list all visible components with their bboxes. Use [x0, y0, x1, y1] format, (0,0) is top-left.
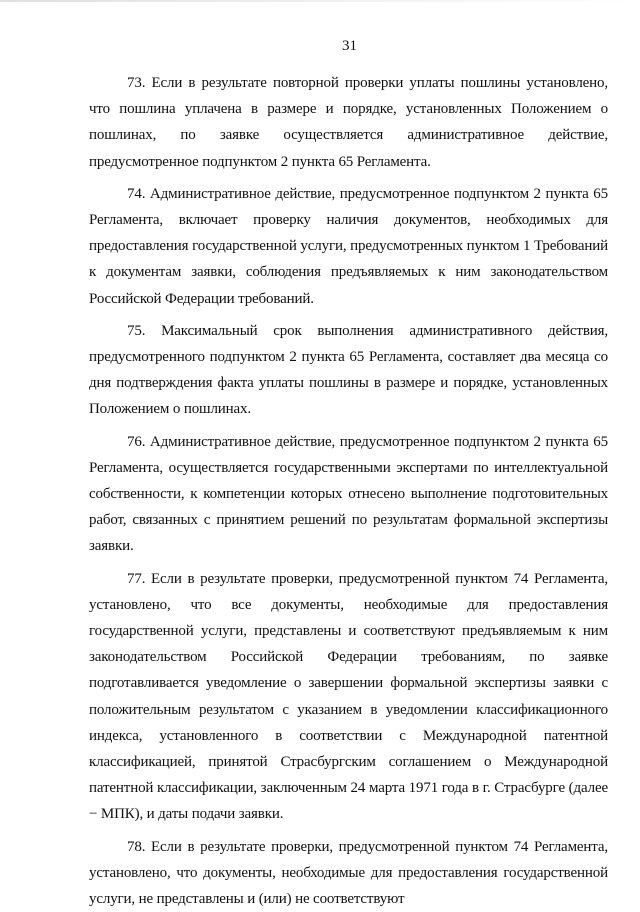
paragraph-77: 77. Если в результате проверки, предусмотренной пунктом 74 Регламента, установлено, что все документы, необходимые для предоставления государственной услуги, представлены и соответствуют предъявляемым к ним законодательством Российской Федерации требованиям, по заявке подготавливается уведомление о завершении формальной экспертизы заявки с положительным результатом с указанием в уведомлении классификационного индекса, установленного в соответствии с Международной патентной классификацией, принятой Страсбургским соглашением о Международной патентной классификации, заключенным 24 марта 1971 года в г. Страсбурге (далее − МПК), и даты подачи заявки.: [89, 570, 608, 823]
paragraph-75: 75. Максимальный срок выполнения административного действия, предусмотренного подпунктом 2 пункта 65 Регламента, составляет два месяца со дня подтверждения факта уплаты пошлины в размере и порядке, установленных Положением о пошлинах.: [89, 322, 608, 418]
paragraph-76: 76. Административное действие, предусмотренное подпунктом 2 пункта 65 Регламента, осуществляется государственными экспертами по интеллектуальной собственности, к компетенции которых отнесено выполнение подготовительных работ, связанных с принятием решений по результатам формальной экспертизы заявки.: [89, 433, 608, 555]
page-top-edge: [0, 0, 640, 2]
paragraph-73: 73. Если в результате повторной проверки уплаты пошлины установлено, что пошлина уплачена в размере и порядке, установленных Положением о пошлинах, по заявке осуществляется административное действие, предусмотренное подпунктом 2 пункта 65 Регламента.: [89, 75, 608, 170]
page-number: 31: [342, 38, 357, 54]
paragraph-78: 78. Если в результате проверки, предусмотренной пунктом 74 Регламента, установлено, что документы, необходимые для предоставления государственной услуги, не представлены и (или) не соответствуют: [89, 838, 608, 908]
paragraph-74: 74. Административное действие, предусмотренное подпунктом 2 пункта 65 Регламента, включает проверку наличия документов, необходимых для предоставления государственной услуги, предусмотренных пунктом 1 Требований к документам заявки, соблюдения предъявляемых к ним законодательством Российской Федерации требований.: [89, 185, 608, 307]
